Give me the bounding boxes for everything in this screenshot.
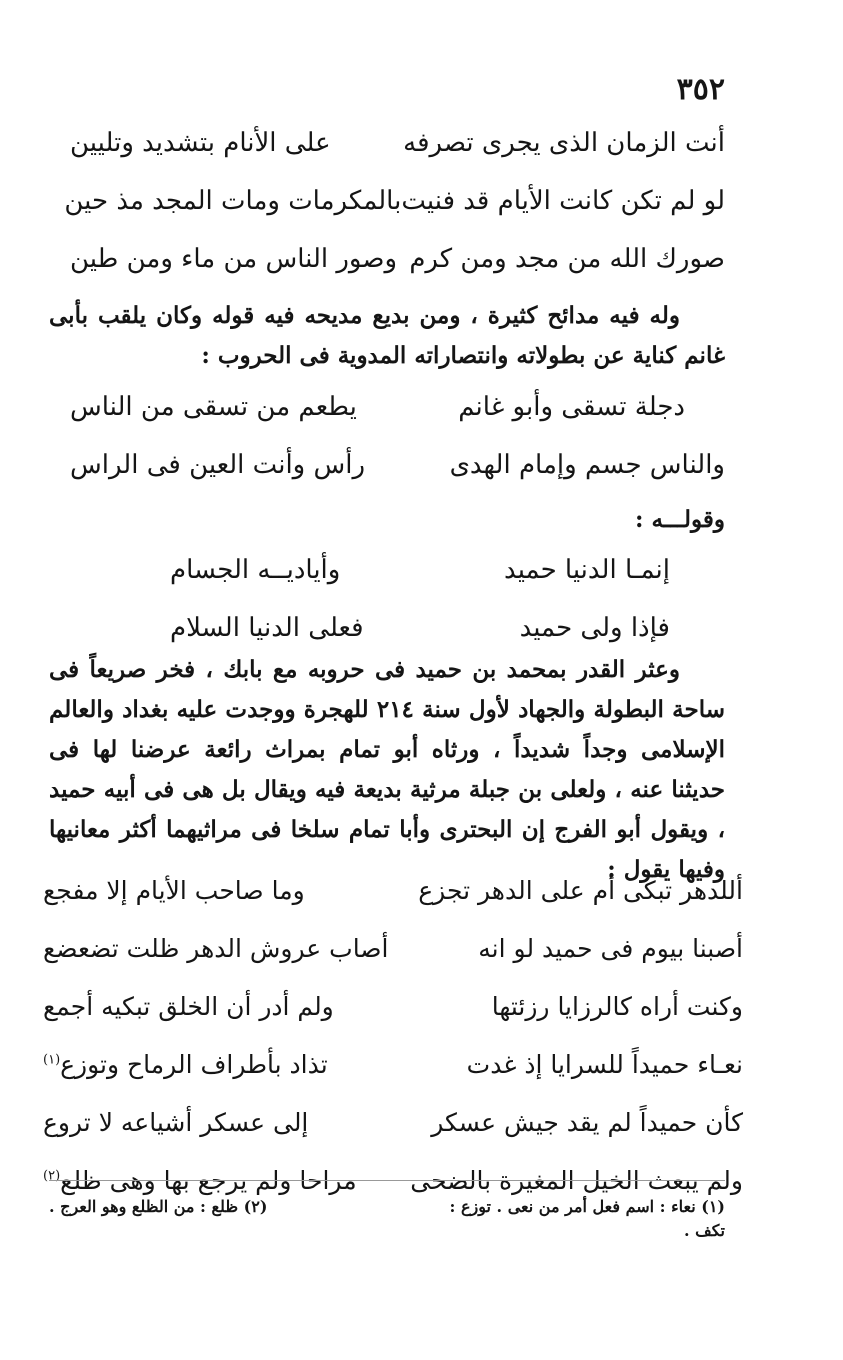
verse-line [64, 186, 725, 244]
verse-second-hemistich: إلى عسكر أشياعه لا تروع [43, 1108, 309, 1137]
verse-second-hemistich: وصور الناس من ماء ومن طين [70, 244, 397, 274]
verse-first-hemistich: لو لم تكن كانت الأيام قد فنيت [401, 186, 725, 216]
verse-second-hemistich: بالمكرمات ومات المجد مذ حين [64, 186, 402, 216]
footnote-marker: (١) [43, 1052, 61, 1068]
poem-1 [64, 128, 725, 302]
poem-2 [70, 392, 725, 508]
hemistich-text: مراحا ولم يرجع بها وهى ظلع [60, 1166, 357, 1195]
verse-line [70, 392, 725, 450]
hemistich-text: تذاد بأطراف الرماح وتوزع [60, 1050, 328, 1079]
verse-first-hemistich: دجلة تسقى وأبو غانم [458, 392, 685, 422]
verse-first-hemistich: وكنت أراه كالرزايا رزئتها [491, 992, 743, 1021]
verse-first-hemistich: كأن حميداً لم يقد جيش عسكر [431, 1108, 743, 1137]
verse-line [43, 876, 743, 934]
verse-first-hemistich: نعـاء حميداً للسرايا إذ غدت [466, 1050, 743, 1079]
verse-line [70, 128, 725, 186]
verse-line [43, 1050, 743, 1108]
poem-4 [43, 876, 743, 1224]
verse-second-hemistich: وما صاحب الأيام إلا مفجع [43, 876, 305, 905]
verse-second-hemistich: ولم أدر أن الخلق تبكيه أجمع [43, 992, 334, 1021]
verse-first-hemistich: فإذا ولى حميد [519, 613, 670, 643]
page-number: ٣٥٢ [676, 72, 725, 107]
verse-second-hemistich: أصاب عروش الدهر ظلت تضعضع [43, 934, 389, 963]
verse-second-hemistich: رأس وأنت العين فى الراس [70, 450, 366, 480]
verse-first-hemistich: أنت الزمان الذى يجرى تصرفه [403, 128, 725, 158]
verse-first-hemistich: صورك الله من مجد ومن كرم [409, 244, 725, 274]
verse-second-hemistich: يطعم من تسقى من الناس [70, 392, 357, 422]
paragraph-1: وله فيه مدائح كثيرة ، ومن بديع مديحه فيه قوله وكان يلقب بأبى غانم كناية عن بطولاته وانتصاراته المدوية فى الحروب : [49, 302, 725, 369]
footnote-divider [49, 1180, 725, 1181]
verse-first-hemistich: أللدهر تبكى أم على الدهر تجزع [418, 876, 743, 905]
verse-line [43, 934, 743, 992]
verse-intro-label: وقولـــه : [634, 506, 725, 533]
footnote-1: (١) نعاء : اسم فعل أمر من نعى . توزع : تكف . [449, 1197, 725, 1240]
footnote-2: (٢) ظلع : من الظلع وهو العرج . [49, 1197, 268, 1216]
verse-first-hemistich: أصبنا بيوم فى حميد لو انه [478, 934, 743, 963]
verse-second-hemistich: وأياديــه الجسام [170, 555, 341, 585]
paragraph-2: وعثر القدر بمحمد بن حميد فى حروبه مع بابك ، فخر صريعاً فى ساحة البطولة والجهاد لأول سنة ٢١٤ للهجرة ووجدت عليه بغداد والعالم الإسلامى وجداً شديداً ، ورثاه أبو تمام بمراث رائعة عرضنا لها فى حديثنا عنه ، ولعلى بن جبلة مرثية بديعة فيه ويقال بل هى فى أبيه حميد ، ويقول أبو الفرج إن البحترى وأبا تمام سلخا فى مراثيهما أكثر معانيها وفيها يقول : [49, 656, 725, 883]
verse-first-hemistich: والناس جسم وإمام الهدى [449, 450, 725, 480]
verse-line [43, 1108, 743, 1166]
verse-line [43, 992, 743, 1050]
verse-first-hemistich: إنمـا الدنيا حميد [504, 555, 670, 585]
footnote-marker: (٢) [43, 1168, 61, 1184]
verse-line [70, 244, 725, 302]
verse-second-hemistich: فعلى الدنيا السلام [170, 613, 364, 643]
verse-second-hemistich: على الأنام بتشديد وتليين [70, 128, 331, 158]
footnotes [49, 1195, 725, 1243]
verse-first-hemistich: ولم يبعث الخيل المغيرة بالضحى [410, 1166, 743, 1195]
verse-second-hemistich [43, 1050, 328, 1079]
verse-line [170, 555, 670, 613]
